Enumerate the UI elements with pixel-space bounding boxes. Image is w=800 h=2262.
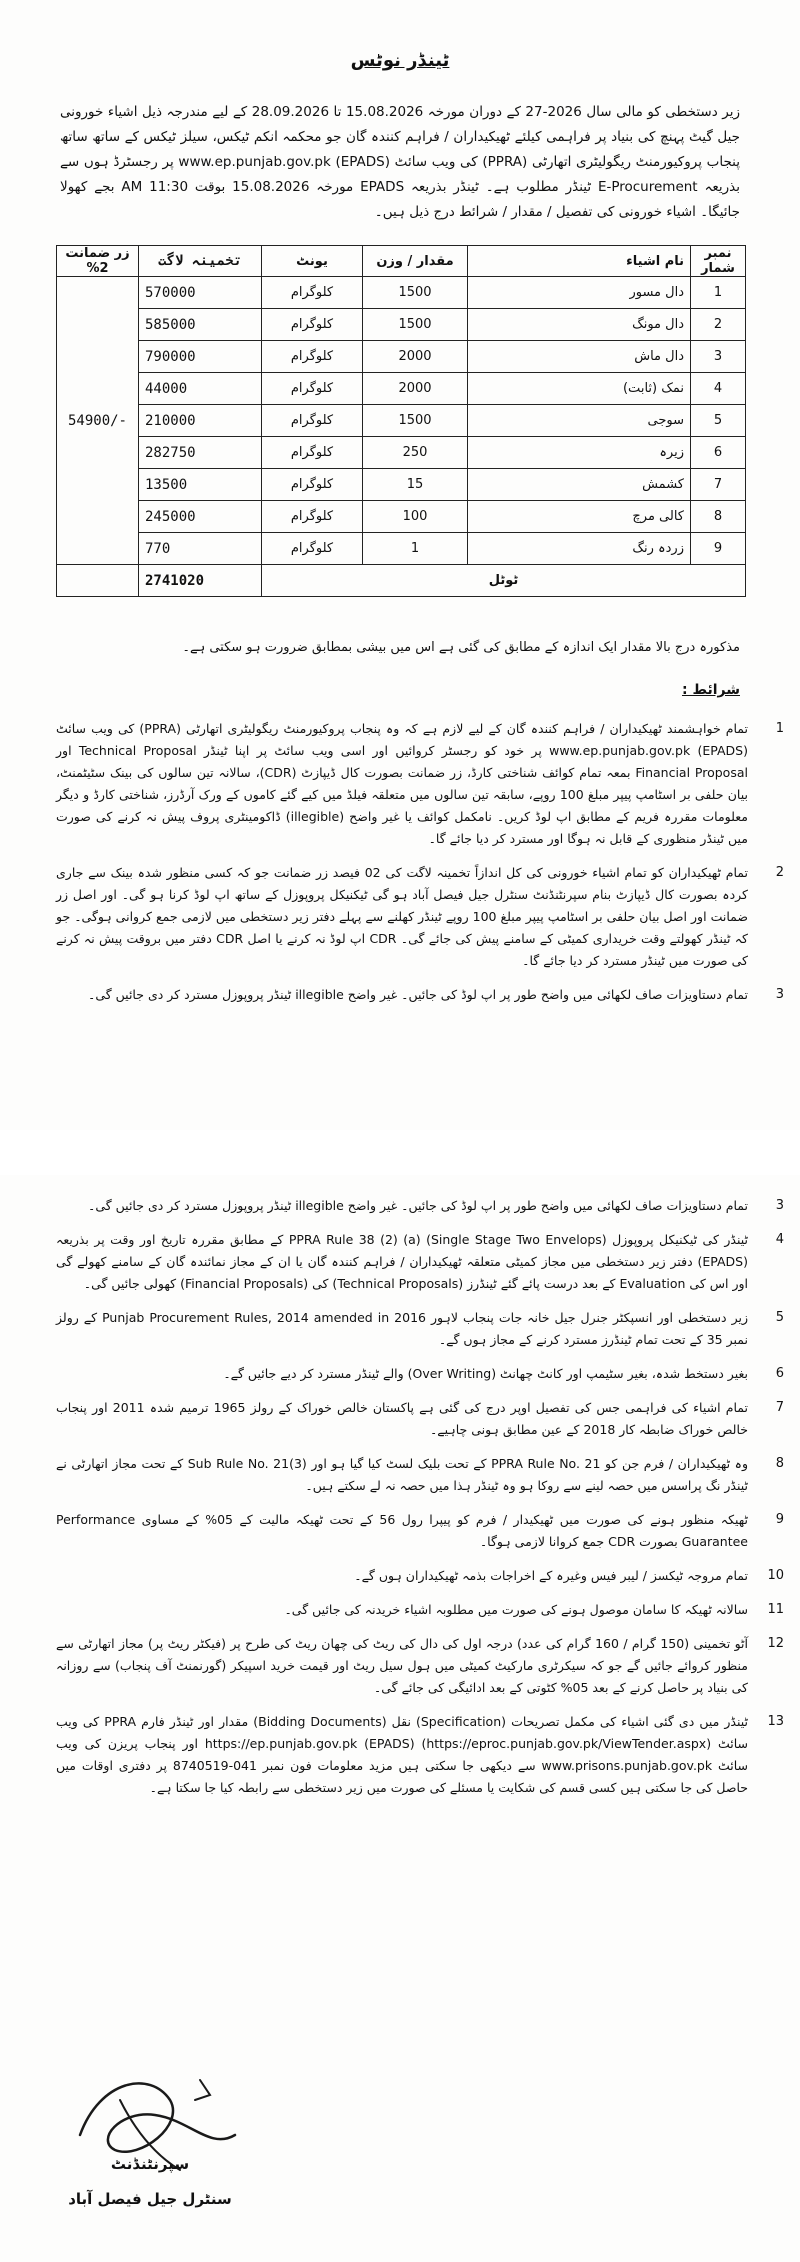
header-qty: مقدار / وزن (363, 246, 468, 277)
signature-image (60, 2040, 260, 2210)
clause-item (56, 718, 784, 850)
cell-cost: 245000 (139, 501, 262, 533)
total-label: ٹوٹل (262, 565, 746, 597)
header-name: نام اشیاء (468, 246, 691, 277)
cell-cost: 210000 (139, 405, 262, 437)
clause-number: 7 (775, 1400, 784, 1415)
clause-text: تمام خواہشمند ٹھیکیداران / فراہم کنندہ گان کے لیے لازم ہے کہ وہ پنجاب پروکیورمنٹ ریگولیٹری اتھارٹی (PPRA) کی ویب سائٹ www.ep.punjab.gov.pk (EPADS) پر خود کو رجسٹر کروائیں اور اسی ویب سائٹ پر اپنا ٹینڈر Technical Proposal اور Financial Proposal بمعہ تمام کوائف شناختی کارڈ، زر ضمانت بصورت کال ڈیپازٹ (CDR)، سالانہ تین سالوں کی بینک سٹیٹمنٹ، بیان حلفی بر اسٹامپ پیپر مبلغ 100 روپے، سابقہ تین سالوں میں متعلقہ فیلڈ میں کیے گئے کاموں کے ورک آرڈرز، شناختی کارڈ و دیگر معلومات مقررہ فریم کے مطابق اپ لوڈ کریں۔ نامکمل کوائف یا غیر واضح (illegible) ڈاکومینٹری پروف پیش نہ کرنے کی صورت میں ٹینڈر منظوری کے قابل نہ ہوگا اور مسترد کر دیا جائے گا۔ (56, 721, 749, 846)
table-row (57, 533, 746, 565)
header-unit: یونٹ (262, 246, 363, 277)
cell-cost: 570000 (139, 277, 262, 309)
clause-text: آٹو تخمینی (150 گرام / 160 گرام کی عدد) درجہ اول کی دال کی ریٹ کی چھان ریٹ کی طرح پر (فیکٹر ریٹ پر) مجاز اتھارٹی سے منظور کروائے جائیں گے جو کہ سیکرٹری مارکیٹ کمیٹی میں ہول سیل ریٹ اور قیمت خرید اسپیکر (گورنمنٹ آف پنجاب) سے روزانہ کی بنیاد پر حاصل کرنے کے بعد 05% کٹوتی کے بعد ادائیگی کی جائے گی۔ (56, 1636, 748, 1695)
cell-sr: 3 (691, 341, 746, 373)
cell-name: دال ماش (468, 341, 691, 373)
header-deposit: زر ضمانت 2% (57, 246, 139, 277)
cell-unit: کلوگرام (262, 277, 363, 309)
cell-name: زیرہ (468, 437, 691, 469)
table-row (57, 405, 746, 437)
table-row (57, 277, 746, 309)
clause-item (56, 1363, 784, 1385)
clause-item (56, 1307, 784, 1351)
cell-qty: 1500 (363, 405, 468, 437)
clause-item (56, 1509, 784, 1553)
cell-name: سوجی (468, 405, 691, 437)
clause-number: 6 (775, 1366, 784, 1381)
clause-item (56, 1397, 784, 1441)
table-row (57, 469, 746, 501)
cell-qty: 1500 (363, 277, 468, 309)
table-row (57, 309, 746, 341)
cell-unit: کلوگرام (262, 373, 363, 405)
clause-text: تمام دستاویزات صاف لکھائی میں واضح طور پر اپ لوڈ کی جائیں۔ غیر واضح illegible ٹینڈر پروپوزل مسترد کر دی جائیں گی۔ (88, 987, 748, 1002)
clause-item (56, 1229, 784, 1295)
clause-item (56, 862, 784, 972)
clause-item (56, 1599, 784, 1621)
cell-unit: کلوگرام (262, 309, 363, 341)
header-sr: نمبر شمار (691, 246, 746, 277)
cell-sr: 2 (691, 309, 746, 341)
cell-name: کالی مرچ (468, 501, 691, 533)
cell-name: زردہ رنگ (468, 533, 691, 565)
signatory-designation: سپرنٹنڈنٹ (110, 2155, 190, 2173)
clause-text: زیر دستخطی اور انسپکٹر جنرل جیل خانہ جات پنجاب لاہور Punjab Procurement Rules, 2014 amended in 2016 کے رولز نمبر 35 کے تحت تمام ٹینڈرز مسترد کرنے کے مجاز ہوں گے۔ (56, 1310, 748, 1347)
cell-cost: 13500 (139, 469, 262, 501)
clause-number: 1 (775, 721, 784, 736)
table-total-row (57, 565, 746, 597)
cell-unit: کلوگرام (262, 437, 363, 469)
clause-text: سالانہ ٹھیکہ کا سامان موصول ہونے کی صورت میں مطلوبہ اشیاء خریدنہ کی جائیں گی۔ (284, 1602, 748, 1617)
cell-sr: 7 (691, 469, 746, 501)
clause-item (56, 984, 784, 1006)
cell-unit: کلوگرام (262, 469, 363, 501)
clause-number: 3 (775, 987, 784, 1002)
clause-number: 5 (775, 1310, 784, 1325)
clause-item (56, 1195, 784, 1217)
page-gap (0, 1130, 800, 1175)
cell-cost: 44000 (139, 373, 262, 405)
clause-item (56, 1633, 784, 1699)
table-row (57, 437, 746, 469)
header-cost: تخمینہ لاگت (139, 246, 262, 277)
clause-number: 12 (767, 1636, 784, 1651)
cell-cost: 282750 (139, 437, 262, 469)
clause-item (56, 1453, 784, 1497)
cell-cost: 790000 (139, 341, 262, 373)
cell-name: نمک (ثابت) (468, 373, 691, 405)
table-row (57, 501, 746, 533)
cell-sr: 6 (691, 437, 746, 469)
cell-qty: 2000 (363, 373, 468, 405)
conditions-list-page2 (56, 1195, 784, 1811)
cell-cost: 770 (139, 533, 262, 565)
clause-number: 8 (775, 1456, 784, 1471)
quantity-note: مذکورہ درج بالا مقدار ایک اندازہ کے مطابق کی گئی ہے اس میں بیشی بمطابق ضرورت ہو سکتی ہے۔ (182, 640, 740, 655)
cell-cost: 585000 (139, 309, 262, 341)
cell-qty: 250 (363, 437, 468, 469)
total-value: 2741020 (139, 565, 262, 597)
clause-number: 3 (775, 1198, 784, 1213)
clause-number: 4 (775, 1232, 784, 1247)
cell-sr: 9 (691, 533, 746, 565)
clause-text: تمام مروجہ ٹیکسز / لیبر فیس وغیرہ کے اخراجات بذمہ ٹھیکیداران ہوں گے۔ (354, 1568, 748, 1583)
cell-unit: کلوگرام (262, 341, 363, 373)
clause-number: 10 (767, 1568, 784, 1583)
cell-qty: 1 (363, 533, 468, 565)
cell-name: دال مسور (468, 277, 691, 309)
conditions-list-page1 (56, 718, 784, 1018)
cell-sr: 5 (691, 405, 746, 437)
cell-sr: 8 (691, 501, 746, 533)
page-sheet-1 (0, 0, 800, 1130)
table-row (57, 373, 746, 405)
clause-item (56, 1565, 784, 1587)
cell-sr: 4 (691, 373, 746, 405)
clause-text: تمام اشیاء کی فراہمی جس کی تفصیل اوپر درج کی گئی ہے پاکستان خالص خوراک کے رولز 1965 ترمیم شدہ 2011 اور پنجاب خالص خوراک ضابطہ کار 2018 کے عین مطابق ہونی چاہیے۔ (56, 1400, 748, 1437)
cell-name: دال مونگ (468, 309, 691, 341)
cell-deposit: 54900/- (57, 277, 139, 565)
total-empty-cell (57, 565, 139, 597)
clause-text: ٹینڈر میں دی گئی اشیاء کی مکمل تصریحات (Specification) نقل (Bidding Documents) مقدار اور ٹینڈر فارم PPRA کی ویب سائٹ https://ep.punjab.gov.pk (EPADS) (https://eproc.punjab.gov.pk/ViewTender.aspx) اور پنجاب پریزن کی ویب سائٹ www.prisons.punjab.gov.pk سے دیکھی جا سکتی ہیں مزید معلومات فون نمبر 041-8740519 پر دفتری اوقات میں حاصل کی جا سکتی ہیں کسی قسم کی شکایت یا مسئلے کی صورت میں زیر دستخطی سے رابطہ کیا جا سکتا ہے۔ (56, 1714, 749, 1795)
notice-intro: زیر دستخطی کو مالی سال 2026-27 کے دوران مورخہ 15.08.2026 تا 28.09.2026 کے لیے مندرجہ ذیل اشیاء خورونی جیل گیٹ پہنچ کی بنیاد پر فراہمی کیلئے ٹھیکیداران / فراہم کنندہ گان جو محکمہ انکم ٹیکس، سیلز ٹیکس کے ساتھ ساتھ پنجاب پروکیورمنٹ ریگولیٹری اتھارٹی (PPRA) کی ویب سائٹ (EPADS) www.ep.punjab.gov.pk پر رجسٹرڈ ہوں سے بذریعہ E-Procurement ٹینڈر مطلوب ہے۔ ٹینڈر بذریعہ EPADS مورخہ 15.08.2026 بوقت 11:30 AM بجے کھولا جائیگا۔ اشیاء خورونی کی تفصیل / مقدار / شرائط درج ذیل ہیں۔ (60, 104, 741, 220)
clause-item (56, 1711, 784, 1799)
items-table (56, 245, 746, 597)
notice-title: ٹینڈر نوٹس (350, 50, 450, 71)
cell-unit: کلوگرام (262, 405, 363, 437)
clause-number: 13 (767, 1714, 784, 1729)
cell-unit: کلوگرام (262, 501, 363, 533)
clause-text: وہ ٹھیکیداران / فرم جن کو PPRA Rule No. 21 کے تحت بلیک لسٹ کیا گیا ہو اور Sub Rule No. 21(3) کے تحت مجاز اتھارٹی نے ٹینڈر نگ پراسس میں حصہ لینے سے روکا ہو وہ ٹینڈر ہذا میں حصہ نہ لے سکتے ہیں۔ (56, 1456, 748, 1493)
clause-text: ٹینڈر کی ٹیکنیکل پروپوزل PPRA Rule 38 (2) (a) (Single Stage Two Envelops) کے مطابق مقررہ تاریخ اور وقت پر بذریعہ (EPADS) دفتر زیر دستخطی میں مجاز کمیٹی متعلقہ ٹھیکیداران / فراہم کنندہ گان یا ان کے مجاز نمائندہ گان کے سامنے کھولے گی اور اس کی Evaluation کے بعد درست پائے گئے ٹینڈرز (Technical Proposals) کی (Financial Proposals) کھولی جائیں گی۔ (56, 1232, 748, 1291)
page-sheet-2 (0, 1175, 800, 2262)
signatory-office: سنٹرل جیل فیصل آباد (68, 2190, 232, 2208)
cell-qty: 100 (363, 501, 468, 533)
clause-text: تمام ٹھیکیداران کو تمام اشیاء خورونی کی کل اندازاً تخمینہ لاگت کی 02 فیصد زر ضمانت جو کہ کسی منظور شدہ بینک سے جاری کردہ بصورت کال ڈیپازٹ بنام سپرنٹنڈنٹ سنٹرل جیل فیصل آباد ہو گی ٹیکنیکل پروپوزل کے ساتھ اپ لوڈ کرنا ہو گی۔ اور اصل زر ضمانت اور اصل بیان حلفی بر اسٹامپ پیپر مبلغ 100 روپے ٹینڈر کھلنے سے پہلے دفتر زیر دستخطی میں لازمی جمع کروانی ہوگی۔ جو کہ ٹینڈر کھولتے وقت خریداری کمیٹی کے سامنے پیش کی جائے گی۔ CDR اپ لوڈ نہ کرنے یا اصل CDR دفتر میں بروقت پیش نہ کرنے کی صورت میں ٹینڈر مسترد کر دیا جائے گا۔ (56, 865, 749, 968)
table-row (57, 341, 746, 373)
clause-text: ٹھیکہ منظور ہونے کی صورت میں ٹھیکیدار / فرم کو پیپرا رول 56 کے تحت ٹھیکہ مالیت کے 05% کے مساوی Performance Guarantee بصورت CDR جمع کروانا لازمی ہوگا۔ (56, 1512, 748, 1549)
cell-qty: 2000 (363, 341, 468, 373)
cell-qty: 1500 (363, 309, 468, 341)
cell-unit: کلوگرام (262, 533, 363, 565)
cell-qty: 15 (363, 469, 468, 501)
conditions-heading: شرائط : (682, 682, 740, 698)
clause-number: 9 (775, 1512, 784, 1527)
table-header-row (57, 246, 746, 277)
clause-text: بغیر دستخط شدہ، بغیر سٹیمپ اور کانٹ چھانٹ (Over Writing) والے ٹینڈر مسترد کر دیے جائیں گے۔ (223, 1366, 748, 1381)
clause-number: 2 (775, 865, 784, 880)
cell-name: کشمش (468, 469, 691, 501)
clause-number: 11 (767, 1602, 784, 1617)
clause-text: تمام دستاویزات صاف لکھائی میں واضح طور پر اپ لوڈ کی جائیں۔ غیر واضح illegible ٹینڈر پروپوزل مسترد کر دی جائیں گی۔ (88, 1198, 748, 1213)
cell-sr: 1 (691, 277, 746, 309)
